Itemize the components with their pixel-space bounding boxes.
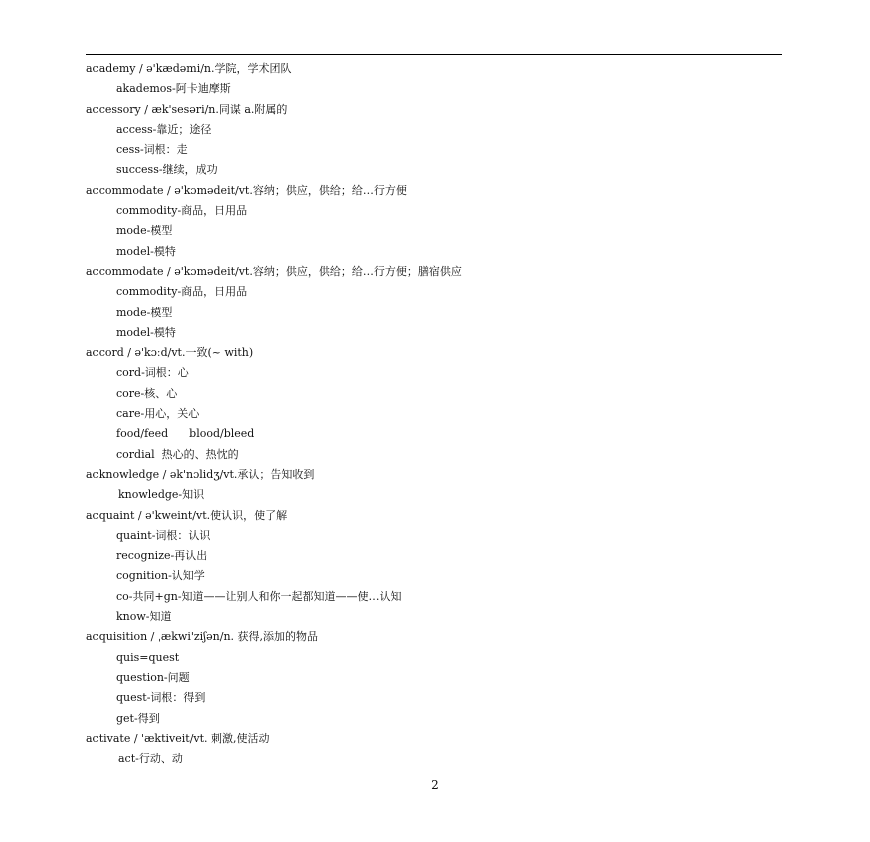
entry-note: recognize-再认出 [116,549,208,563]
entry-note: access-靠近；途径 [116,122,212,136]
entry-headword: acquaint / ə'kweint/vt.使认识，使了解 [86,508,288,522]
entry-note: co-共同+gn-知道——让别人和你一起都知道——使…认知 [116,589,402,603]
entry-headword: activate / 'æktiveit/vt. 刺激,使活动 [86,731,270,745]
entry-note: model-模特 [116,325,176,339]
entry-note: know-知道 [116,610,172,624]
entry-note: question-问题 [116,670,190,684]
entry-headword: accord / ə'kɔːd/vt.一致(~ with) [86,346,254,360]
page-number: 2 [431,778,439,792]
entry-headword: accommodate / ə'kɔmədeit/vt.容纳；供应，供给；给…行方便 [86,183,407,197]
entry-note: cess-词根：走 [116,143,188,157]
entry-note: commodity-商品，日用品 [116,285,248,299]
header-rule [86,54,782,55]
entry-headword: acquisition / ˌækwi'ziʃən/n. 获得,添加的物品 [86,630,319,644]
vocabulary-list [86,59,782,769]
entry-note: cordial 热心的、热忱的 [116,447,239,461]
entry-note: knowledge-知识 [118,488,205,502]
entry-note: akademos-阿卡迪摩斯 [116,82,231,96]
entry-note: quaint-词根：认识 [116,528,211,542]
entry-note: quis=quest [116,650,180,664]
entry-note: mode-模型 [116,224,173,238]
entry-note: success-继续，成功 [116,163,218,177]
entry-headword: academy / ə'kædəmi/n.学院，学术团队 [86,62,292,75]
entry-headword: accessory / æk'sesəri/n.同谋 a.附属的 [86,102,288,116]
entry-note: mode-模型 [116,305,173,319]
entry-headword: accommodate / ə'kɔmədeit/vt.容纳；供应，供给；给…行方便；膳宿供应 [86,264,462,278]
entry-note: get-得到 [116,711,160,725]
entry-note: quest-词根：得到 [116,691,206,705]
entry-note: cord-词根：心 [116,366,189,380]
entry-note: act-行动、动 [118,752,183,766]
entry-note: commodity-商品，日用品 [116,204,248,218]
entry-note: core-核、心 [116,386,178,400]
entry-note: care-用心，关心 [116,407,200,421]
entry-note: cognition-认知学 [116,569,205,583]
entry-note: model-模特 [116,244,176,258]
entry-headword: acknowledge / ək'nɔlidʒ/vt.承认；告知收到 [86,467,315,481]
entry-note: food/feed blood/bleed [116,427,255,441]
